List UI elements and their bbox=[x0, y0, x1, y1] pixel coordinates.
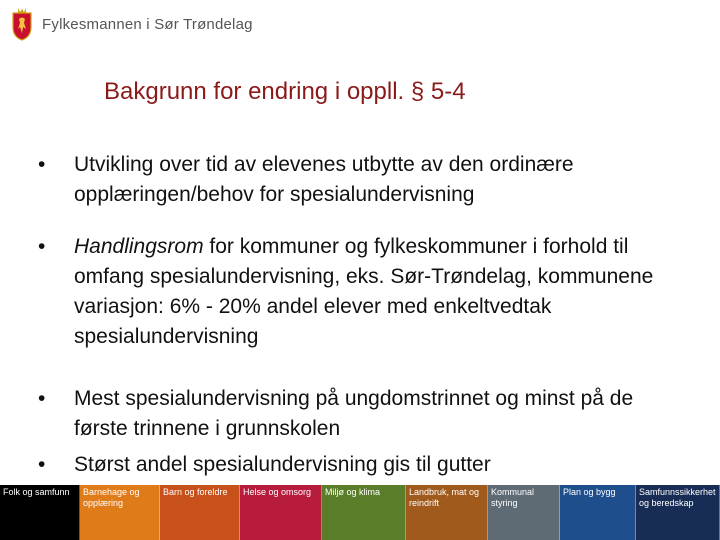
bullet-list bbox=[38, 150, 688, 480]
footer-tab-barnehage-og-opplaering[interactable]: Barnehage og opplæring bbox=[80, 485, 160, 540]
footer-tab-barn-og-foreldre[interactable]: Barn og foreldre bbox=[160, 485, 240, 540]
bullet-item bbox=[38, 450, 688, 480]
footer-tab-helse-og-omsorg[interactable]: Helse og omsorg bbox=[240, 485, 322, 540]
footer-tab-landbruk-mat-og-reindrift[interactable]: Landbruk, mat og reindrift bbox=[406, 485, 488, 540]
header bbox=[10, 4, 253, 44]
footer-tab-miljo-og-klima[interactable]: Miljø og klima bbox=[322, 485, 406, 540]
bullet-item bbox=[38, 384, 688, 444]
org-name: Fylkesmannen i Sør Trøndelag bbox=[42, 15, 253, 33]
bullet-text: Mest spesialundervisning på ungdomstrinnet og minst på de første trinnene i grunnskolen bbox=[74, 387, 634, 440]
bullet-dot: • bbox=[38, 235, 46, 258]
bullet-emphasis: Handlingsrom bbox=[74, 235, 204, 258]
bullet-text: Størst andel spesialundervisning gis til gutter bbox=[74, 453, 491, 476]
bullet-dot: • bbox=[38, 453, 46, 476]
footer-tab-kommunal-styring[interactable]: Kommunal styring bbox=[488, 485, 560, 540]
footer-tab-plan-og-bygg[interactable]: Plan og bygg bbox=[560, 485, 636, 540]
bullet-dot: • bbox=[38, 387, 46, 410]
coat-of-arms-icon bbox=[10, 7, 34, 41]
footer-tab-folk-og-samfunn[interactable]: Folk og samfunn bbox=[0, 485, 80, 540]
bullet-dot: • bbox=[38, 153, 46, 176]
slide-title: Bakgrunn for endring i oppll. § 5-4 bbox=[104, 78, 466, 105]
bullet-item bbox=[38, 150, 688, 210]
footer-tab-samfunnssikkerhet-og-beredskap[interactable]: Samfunnssikkerhet og beredskap bbox=[636, 485, 720, 540]
bullet-text: Utvikling over tid av elevenes utbytte av den ordinære opplæringen/behov for spesialundervisning bbox=[74, 153, 574, 206]
footer-nav bbox=[0, 485, 720, 540]
bullet-item bbox=[38, 232, 688, 352]
bullet-text: for kommuner og fylkeskommuner i forhold til omfang spesialundervisning, eks. Sør-Trøndelag, kommunene variasjon: 6% - 20% andel elever med enkeltvedtak spesialundervisning bbox=[74, 235, 654, 348]
